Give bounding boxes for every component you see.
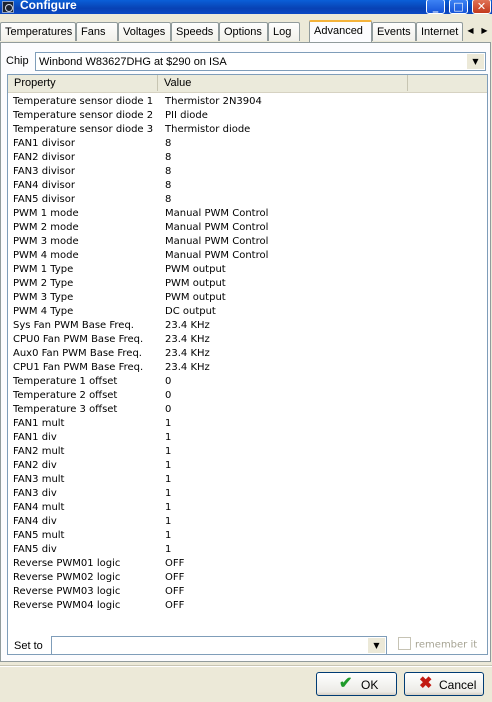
table-row[interactable]: [8, 375, 487, 389]
table-row[interactable]: [8, 459, 487, 473]
table-row[interactable]: [8, 361, 487, 375]
advanced-panel: [0, 42, 491, 662]
value-cell: 23.4 KHz: [165, 320, 210, 331]
value-cell: Thermistor diode: [165, 124, 251, 135]
set-to-label: Set to: [14, 640, 43, 652]
tab-strip: [0, 20, 492, 42]
window-title: Configure: [20, 0, 77, 12]
property-cell: FAN2 divisor: [13, 152, 75, 163]
table-row[interactable]: [8, 487, 487, 501]
tab-advanced[interactable]: Advanced: [309, 20, 372, 42]
value-cell: DC output: [165, 306, 216, 317]
table-row[interactable]: [8, 235, 487, 249]
table-row[interactable]: [8, 123, 487, 137]
value-cell: 23.4 KHz: [165, 334, 210, 345]
column-header-value[interactable]: Value: [158, 75, 408, 91]
property-cell: Reverse PWM03 logic: [13, 586, 121, 597]
tab-internet[interactable]: Internet: [416, 22, 463, 41]
cancel-button[interactable]: [404, 672, 484, 696]
property-cell: FAN2 div: [13, 460, 57, 471]
value-cell: 1: [165, 460, 172, 471]
value-cell: OFF: [165, 572, 185, 583]
set-to-select[interactable]: [51, 636, 387, 655]
value-cell: 1: [165, 516, 172, 527]
close-button[interactable]: ✕: [472, 0, 491, 14]
chip-select[interactable]: [35, 52, 486, 71]
value-cell: 8: [165, 194, 172, 205]
value-cell: 1: [165, 502, 172, 513]
property-cell: PWM 3 mode: [13, 236, 79, 247]
tab-voltages[interactable]: Voltages: [118, 22, 171, 41]
value-cell: 1: [165, 474, 172, 485]
chevron-down-icon[interactable]: ▼: [467, 54, 484, 69]
cancel-label: Cancel: [439, 678, 477, 692]
minimize-button[interactable]: _: [426, 0, 445, 14]
tab-events[interactable]: Events: [372, 22, 416, 41]
table-row[interactable]: [8, 179, 487, 193]
value-cell: Manual PWM Control: [165, 236, 269, 247]
property-cell: PWM 1 Type: [13, 264, 74, 275]
tab-scroll-right-icon[interactable]: ▶: [479, 24, 490, 38]
table-row[interactable]: [8, 473, 487, 487]
table-row[interactable]: [8, 515, 487, 529]
property-cell: FAN4 divisor: [13, 180, 75, 191]
value-cell: 23.4 KHz: [165, 348, 210, 359]
value-cell: PWM output: [165, 278, 226, 289]
table-row[interactable]: [8, 529, 487, 543]
value-cell: 1: [165, 432, 172, 443]
table-row[interactable]: [8, 291, 487, 305]
table-row[interactable]: [8, 347, 487, 361]
tab-scroll-left-icon[interactable]: ◀: [465, 24, 476, 38]
value-cell: 1: [165, 418, 172, 429]
value-cell: 1: [165, 530, 172, 541]
property-cell: PWM 3 Type: [13, 292, 74, 303]
property-list[interactable]: [7, 74, 488, 655]
value-cell: 8: [165, 152, 172, 163]
property-cell: CPU0 Fan PWM Base Freq.: [13, 334, 144, 345]
property-cell: FAN3 mult: [13, 474, 65, 485]
property-cell: Temperature 1 offset: [13, 376, 118, 387]
table-row[interactable]: [8, 95, 487, 109]
title-bar[interactable]: [0, 0, 492, 14]
value-cell: 8: [165, 138, 172, 149]
table-row[interactable]: [8, 249, 487, 263]
app-icon[interactable]: [2, 1, 14, 13]
value-cell: OFF: [165, 586, 185, 597]
value-cell: Manual PWM Control: [165, 222, 269, 233]
value-cell: PWM output: [165, 264, 226, 275]
property-cell: FAN4 mult: [13, 502, 65, 513]
value-cell: OFF: [165, 558, 185, 569]
property-cell: Temperature 2 offset: [13, 390, 118, 401]
list-header: [8, 75, 487, 93]
chevron-down-icon[interactable]: ▼: [368, 638, 385, 653]
property-cell: PWM 1 mode: [13, 208, 79, 219]
table-row[interactable]: [8, 501, 487, 515]
table-row[interactable]: [8, 277, 487, 291]
property-cell: Reverse PWM01 logic: [13, 558, 121, 569]
property-cell: FAN1 mult: [13, 418, 65, 429]
property-cell: Temperature 3 offset: [13, 404, 118, 415]
value-cell: OFF: [165, 600, 185, 611]
table-row[interactable]: [8, 585, 487, 599]
value-cell: 0: [165, 404, 172, 415]
table-row[interactable]: [8, 417, 487, 431]
table-row[interactable]: [8, 137, 487, 151]
chip-label: Chip: [6, 55, 29, 67]
checkbox-box[interactable]: [398, 637, 411, 650]
checkmark-icon: ✔: [339, 675, 353, 692]
ok-button[interactable]: [316, 672, 397, 696]
table-row[interactable]: [8, 557, 487, 571]
tab-speeds[interactable]: Speeds: [171, 22, 219, 41]
table-row[interactable]: [8, 109, 487, 123]
value-cell: Thermistor 2N3904: [165, 96, 262, 107]
value-cell: Manual PWM Control: [165, 208, 269, 219]
maximize-button[interactable]: □: [449, 0, 468, 14]
value-cell: PWM output: [165, 292, 226, 303]
property-cell: Temperature sensor diode 3: [13, 124, 154, 135]
column-header-property[interactable]: Property: [8, 75, 158, 91]
value-cell: 1: [165, 446, 172, 457]
x-icon: ✖: [419, 675, 433, 692]
table-row[interactable]: [8, 207, 487, 221]
value-cell: 8: [165, 166, 172, 177]
table-row[interactable]: [8, 151, 487, 165]
table-row[interactable]: [8, 389, 487, 403]
table-row[interactable]: [8, 599, 487, 613]
table-row[interactable]: [8, 319, 487, 333]
property-cell: PWM 4 mode: [13, 250, 79, 261]
tab-options[interactable]: Options: [219, 22, 268, 41]
value-cell: 1: [165, 544, 172, 555]
value-cell: PII diode: [165, 110, 208, 121]
value-cell: 23.4 KHz: [165, 362, 210, 373]
separator: [0, 665, 492, 667]
table-row[interactable]: [8, 431, 487, 445]
property-cell: FAN5 div: [13, 544, 57, 555]
value-cell: 0: [165, 376, 172, 387]
property-cell: FAN3 divisor: [13, 166, 75, 177]
tab-temperatures[interactable]: Temperatures: [0, 22, 76, 41]
property-cell: Aux0 Fan PWM Base Freq.: [13, 348, 142, 359]
property-cell: FAN1 div: [13, 432, 57, 443]
property-cell: PWM 4 Type: [13, 306, 74, 317]
value-cell: 8: [165, 180, 172, 191]
table-row[interactable]: [8, 165, 487, 179]
property-cell: Temperature sensor diode 1: [13, 96, 154, 107]
table-row[interactable]: [8, 263, 487, 277]
value-cell: Manual PWM Control: [165, 250, 269, 261]
table-row[interactable]: [8, 305, 487, 319]
remember-it-checkbox[interactable]: [398, 638, 477, 651]
tab-log[interactable]: Log: [268, 22, 300, 41]
value-cell: 0: [165, 390, 172, 401]
property-cell: FAN3 div: [13, 488, 57, 499]
remember-it-label: remember it: [415, 639, 478, 651]
table-row[interactable]: [8, 543, 487, 557]
property-cell: FAN2 mult: [13, 446, 65, 457]
ok-label: OK: [361, 678, 379, 692]
table-row[interactable]: [8, 221, 487, 235]
property-cell: CPU1 Fan PWM Base Freq.: [13, 362, 144, 373]
table-row[interactable]: [8, 571, 487, 585]
property-cell: Reverse PWM04 logic: [13, 600, 121, 611]
table-row[interactable]: [8, 403, 487, 417]
property-cell: Sys Fan PWM Base Freq.: [13, 320, 134, 331]
property-cell: FAN1 divisor: [13, 138, 75, 149]
table-row[interactable]: [8, 445, 487, 459]
table-row[interactable]: [8, 193, 487, 207]
table-row[interactable]: [8, 333, 487, 347]
value-cell: 1: [165, 488, 172, 499]
chip-value: Winbond W83627DHG at $290 on ISA: [39, 56, 227, 68]
property-cell: FAN5 mult: [13, 530, 65, 541]
property-cell: PWM 2 mode: [13, 222, 79, 233]
property-cell: FAN4 div: [13, 516, 57, 527]
property-cell: Reverse PWM02 logic: [13, 572, 121, 583]
list-body: [8, 95, 487, 613]
property-cell: PWM 2 Type: [13, 278, 74, 289]
tab-fans[interactable]: Fans: [76, 22, 118, 41]
property-cell: FAN5 divisor: [13, 194, 75, 205]
property-cell: Temperature sensor diode 2: [13, 110, 154, 121]
